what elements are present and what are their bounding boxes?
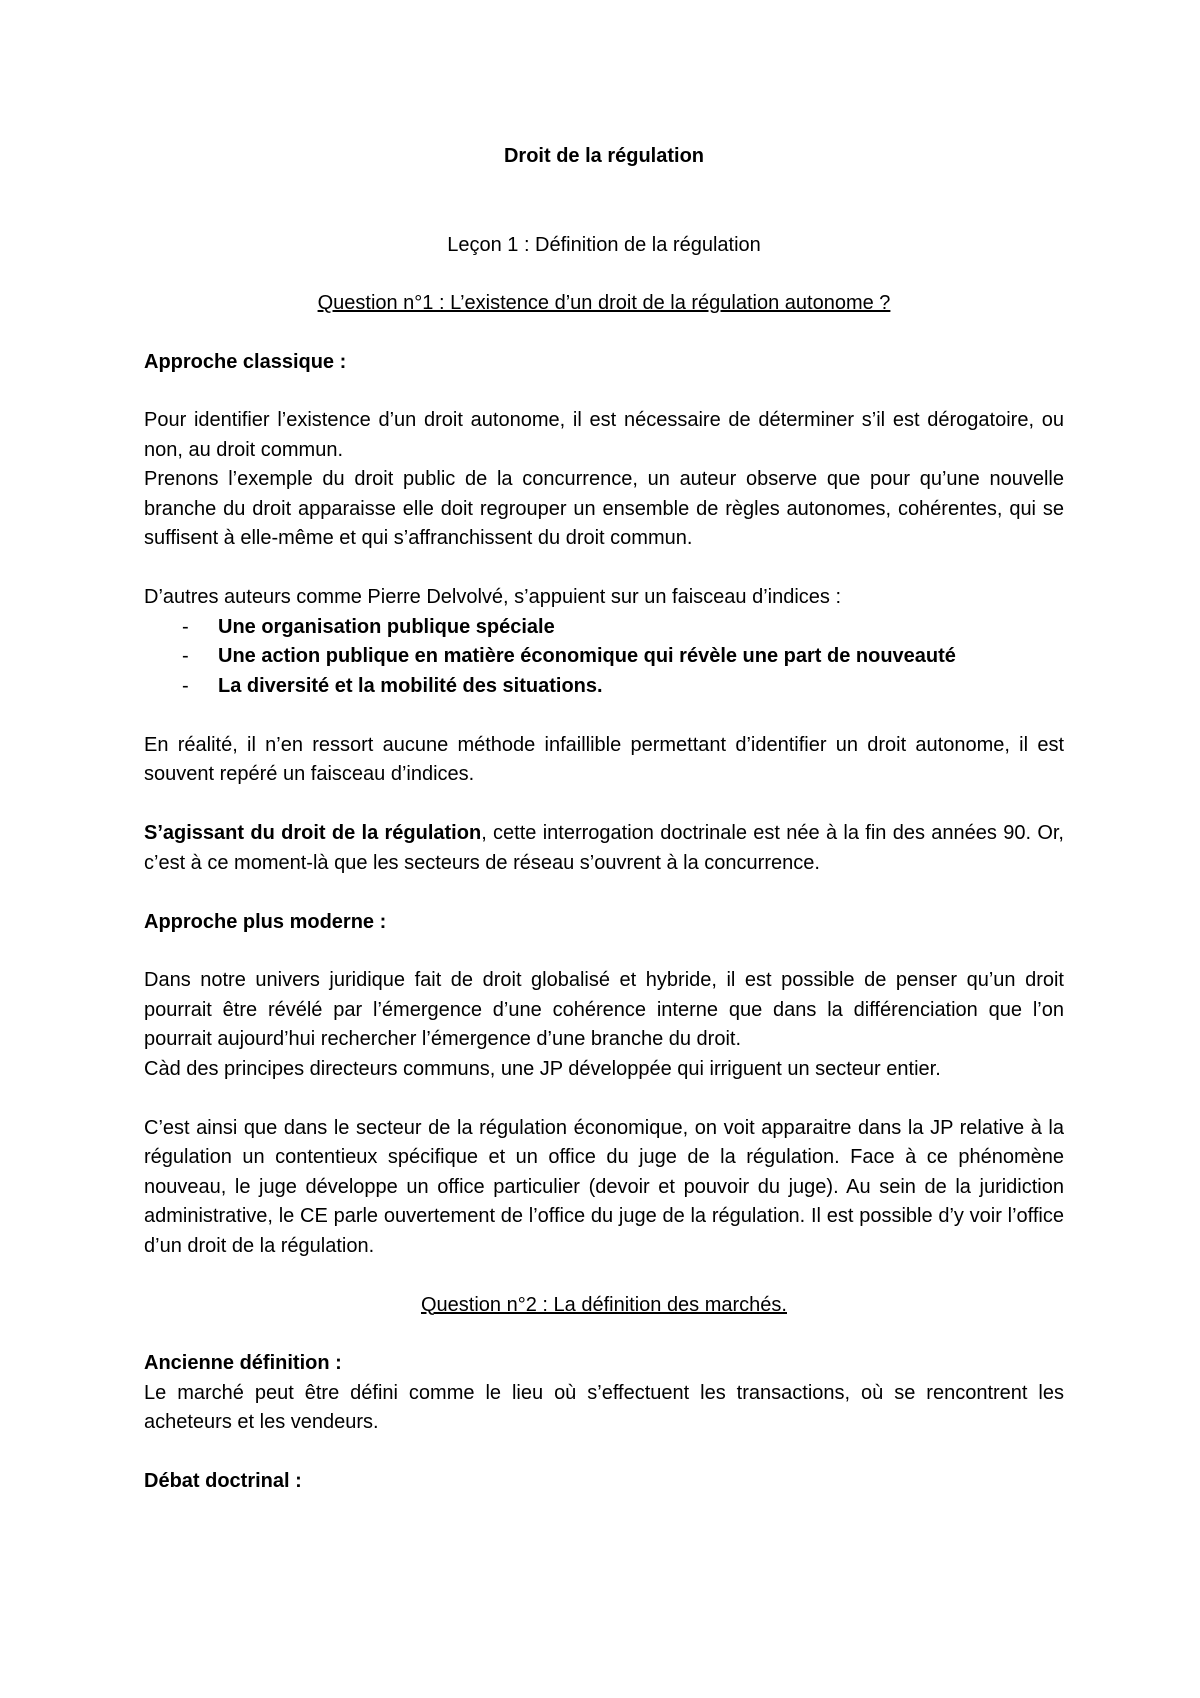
paragraph-4: En réalité, il n’en ressort aucune méthode infaillible permettant d’identifier un droit autonome, il est souvent repéré un faisceau d’indices. bbox=[144, 733, 1064, 785]
list-item bbox=[144, 642, 1064, 672]
lesson-title: Leçon 1 : Définition de la régulation bbox=[447, 233, 761, 256]
approche-moderne-heading: Approche plus moderne : bbox=[144, 910, 387, 933]
dash-bullet: - bbox=[182, 645, 189, 667]
paragraph-3: D’autres auteurs comme Pierre Delvolvé, s’appuient sur un faisceau d’indices : bbox=[144, 586, 842, 608]
indices-list bbox=[144, 613, 1064, 702]
question-1-heading: Question n°1 : L’existence d’un droit de la régulation autonome ? bbox=[317, 292, 891, 314]
paragraph-2: Prenons l’exemple du droit public de la concurrence, un auteur observe que pour qu’une nouvelle branche du droit apparaisse elle doit regrouper un ensemble de règles autonomes, cohérentes, qui se suffisent à elle-même et qui s’affranchissent du droit commun. bbox=[144, 468, 1064, 549]
document-title: Droit de la régulation bbox=[503, 145, 705, 167]
debat-doctrinal-heading: Débat doctrinal : bbox=[144, 1470, 302, 1492]
list-item-text: Une organisation publique spéciale bbox=[218, 615, 555, 638]
paragraph-1: Pour identifier l’existence d’un droit autonome, il est nécessaire de déterminer s’il est dérogatoire, ou non, au droit commun. bbox=[144, 409, 1064, 461]
dash-bullet: - bbox=[182, 615, 189, 638]
paragraph-7: Càd des principes directeurs communs, une JP développée qui irriguent un secteur entier. bbox=[144, 1057, 941, 1080]
ancienne-definition-heading: Ancienne définition : bbox=[144, 1352, 342, 1374]
approche-classique-heading: Approche classique : bbox=[144, 350, 347, 373]
question-2-heading: Question n°2 : La définition des marchés. bbox=[421, 1293, 787, 1316]
paragraph-9: Le marché peut être défini comme le lieu où s’effectuent les transactions, où se rencontrent les acheteurs et les vendeurs. bbox=[144, 1381, 1064, 1433]
paragraph-5 bbox=[144, 819, 1064, 878]
paragraph-5-rest: , cette interrogation doctrinale est née à la fin des années 90. Or, c’est à ce moment-là que les secteurs de réseau s’ouvrent à la concurrence. bbox=[144, 822, 1064, 874]
list-item-text: Une action publique en matière économique qui révèle une part de nouveauté bbox=[218, 645, 956, 667]
dash-bullet: - bbox=[182, 674, 189, 697]
paragraph-8: C’est ainsi que dans le secteur de la régulation économique, on voit apparaitre dans la JP relative à la régulation un contentieux spécifique et un office du juge de la régulation. Face à ce phénomène nouveau, le juge développe un office particulier (devoir et pouvoir du juge). Au sein de la juridiction administrative, le CE parle ouvertement de l’office du juge de la régulation. Il est possible d’y voir l’office d’un droit de la régulation. bbox=[144, 1116, 1064, 1257]
list-item bbox=[144, 613, 1064, 643]
paragraph-6: Dans notre univers juridique fait de droit globalisé et hybride, il est possible de penser qu’un droit pourrait être révélé par l’émergence d’une cohérence interne que dans la différenciation que l’on pourrait aujourd’hui rechercher l’émergence d’une branche du droit. bbox=[144, 969, 1064, 1050]
paragraph-5-bold: S’agissant du droit de la régulation bbox=[144, 822, 482, 844]
list-item bbox=[144, 672, 1064, 702]
list-item-text: La diversité et la mobilité des situations. bbox=[218, 674, 603, 697]
